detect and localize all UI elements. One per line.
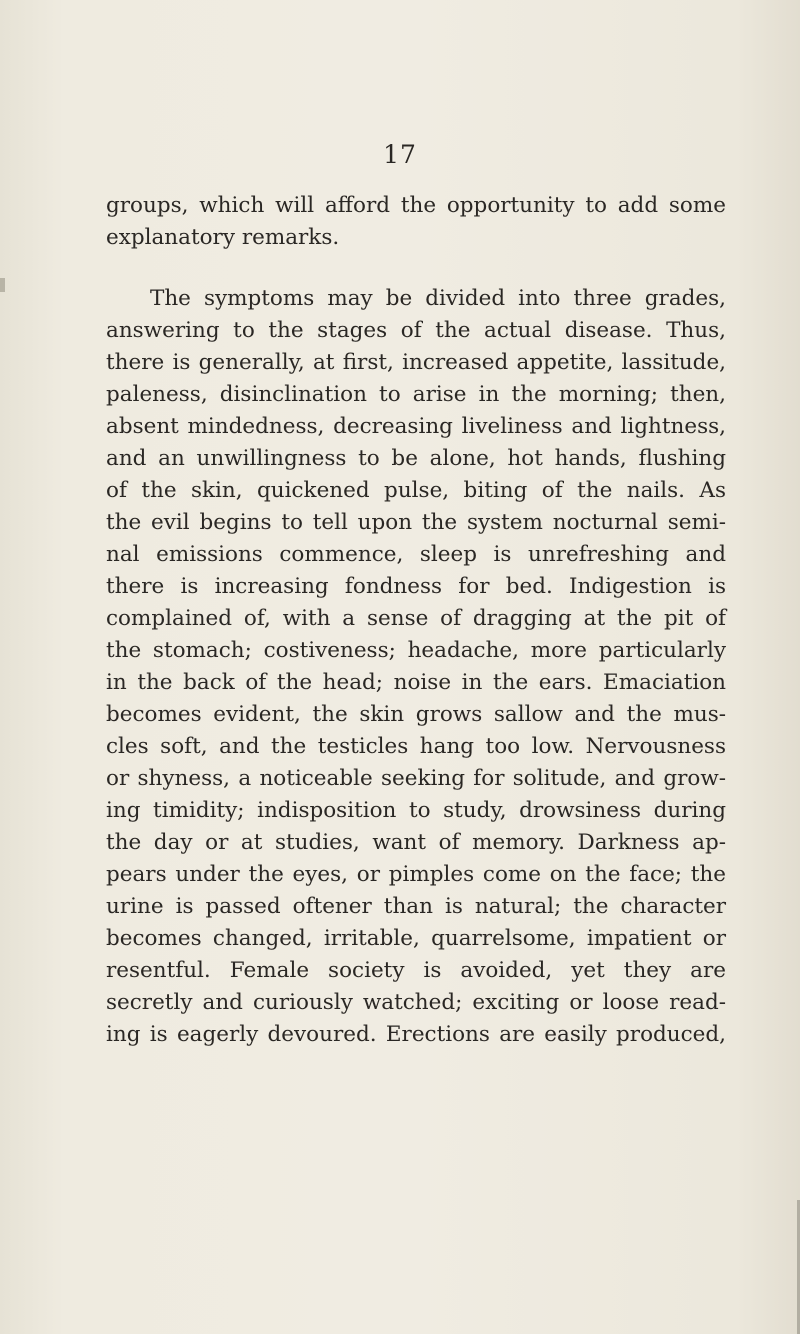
text-line: or shyness, a noticeable seeking for solitude, and grow-	[106, 766, 726, 791]
text-line: complained of, with a sense of dragging at the pit of	[106, 606, 726, 631]
text-line: nal emissions commence, sleep is unrefreshing and	[106, 542, 726, 567]
text-line: cles soft, and the testicles hang too low. Nervousness	[106, 734, 726, 759]
text-line: and an unwillingness to be alone, hot hands, flushing	[106, 446, 726, 471]
text-line: absent mindedness, decreasing liveliness and lightness,	[106, 414, 726, 439]
text-line: secretly and curiously watched; exciting or loose read-	[106, 990, 726, 1015]
text-line: pears under the eyes, or pimples come on the face; the	[106, 862, 726, 887]
text-line: answering to the stages of the actual disease. Thus,	[106, 318, 726, 343]
text-line: the day or at studies, want of memory. Darkness ap-	[106, 830, 726, 855]
text-line: urine is passed oftener than is natural; the character	[106, 894, 726, 919]
text-line: ing is eagerly devoured. Erections are easily produced,	[106, 1022, 726, 1047]
text-line: there is generally, at first, increased appetite, lassitude,	[106, 350, 726, 375]
text-line: ing timidity; indisposition to study, drowsiness during	[106, 798, 726, 823]
text-line: there is increasing fondness for bed. Indigestion is	[106, 574, 726, 599]
paragraph-1	[106, 190, 726, 254]
text-line: becomes evident, the skin grows sallow and the mus-	[106, 702, 726, 727]
page-edge-mark	[0, 278, 5, 292]
text-line: in the back of the head; noise in the ears. Emaciation	[106, 670, 726, 695]
text-line: becomes changed, irritable, quarrelsome, impatient or	[106, 926, 726, 951]
text-line: the stomach; costiveness; headache, more particularly	[106, 638, 726, 663]
page-number: 17	[383, 140, 417, 169]
text-line: groups, which will afford the opportunity to add some	[106, 193, 726, 218]
text-line: explanatory remarks.	[106, 225, 340, 250]
body-text	[106, 190, 726, 1051]
text-line: resentful. Female society is avoided, yet they are	[106, 958, 726, 983]
text-line: paleness, disinclination to arise in the morning; then,	[106, 382, 726, 407]
paragraph-2	[106, 283, 726, 1051]
text-line: the evil begins to tell upon the system nocturnal semi-	[106, 510, 726, 535]
text-line: The symptoms may be divided into three grades,	[150, 286, 726, 311]
text-line: of the skin, quickened pulse, biting of the nails. As	[106, 478, 726, 503]
